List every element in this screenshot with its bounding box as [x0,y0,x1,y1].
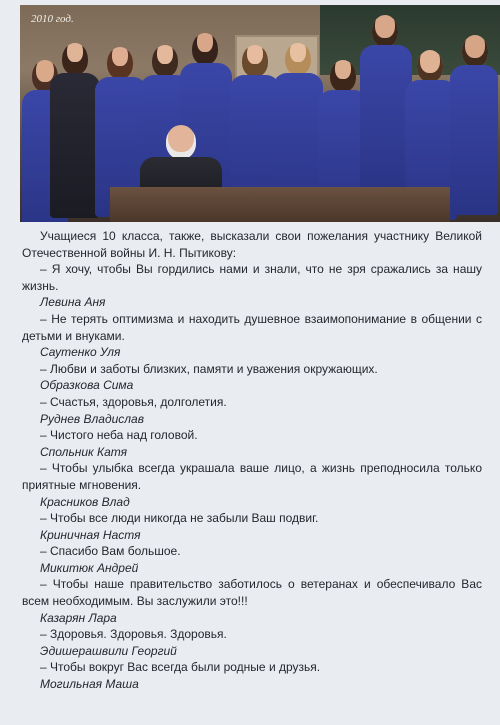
wish-author: Руднев Владислав [40,411,144,426]
article-text [22,228,482,693]
wish-author: Левина Аня [40,295,106,310]
wish-author: Спольник Катя [40,444,128,459]
wish-text: – Любви и заботы близких, памяти и уважения окружающих. [40,361,378,376]
wish-author: Казарян Лара [40,610,117,625]
wish-text: – Чтобы наше правительство заботилось о ветеранах и обеспечивало Вас всем необходимым. Вы заслужили это!!! [22,577,482,609]
wish-text: – Здоровья. Здоровья. Здоровья. [40,627,227,642]
wish-text: – Чтобы вокруг Вас всегда были родные и друзья. [40,660,321,675]
photo-caption: 2010 год. [31,13,74,25]
wish-author: Саутенко Уля [40,345,121,360]
wish-author: Красников Влад [40,494,130,509]
wish-author: Эдишерашвили Георгий [40,643,177,658]
desk [110,187,450,222]
wish-text: – Счастья, здоровья, долголетия. [40,394,227,409]
wish-text: – Чистого неба над головой. [40,428,198,443]
wish-text: – Спасибо Вам большое. [40,544,181,559]
wish-text: – Чтобы все люди никогда не забыли Ваш подвиг. [40,511,319,526]
wish-text: – Не терять оптимизма и находить душевное взаимопонимание в общении с детьми и внуками. [22,311,482,343]
wish-author: Криничная Настя [40,527,141,542]
wish-text: – Я хочу, чтобы Вы гордились нами и знали, что не зря сражались за нашу жизнь. [22,262,482,293]
intro-paragraph: Учащиеся 10 класса, также, высказали свои пожелания участнику Великой Отечественной войны И. Н. Пытикову: [22,229,482,260]
wish-author: Могильная Маша [40,677,139,692]
wish-author: Микитюк Андрей [40,560,139,575]
wish-text: – Чтобы улыбка всегда украшала ваше лицо, а жизнь преподносила только приятные мгновения. [22,461,482,492]
wish-author: Образкова Сима [40,378,134,393]
class-photo [20,5,500,222]
